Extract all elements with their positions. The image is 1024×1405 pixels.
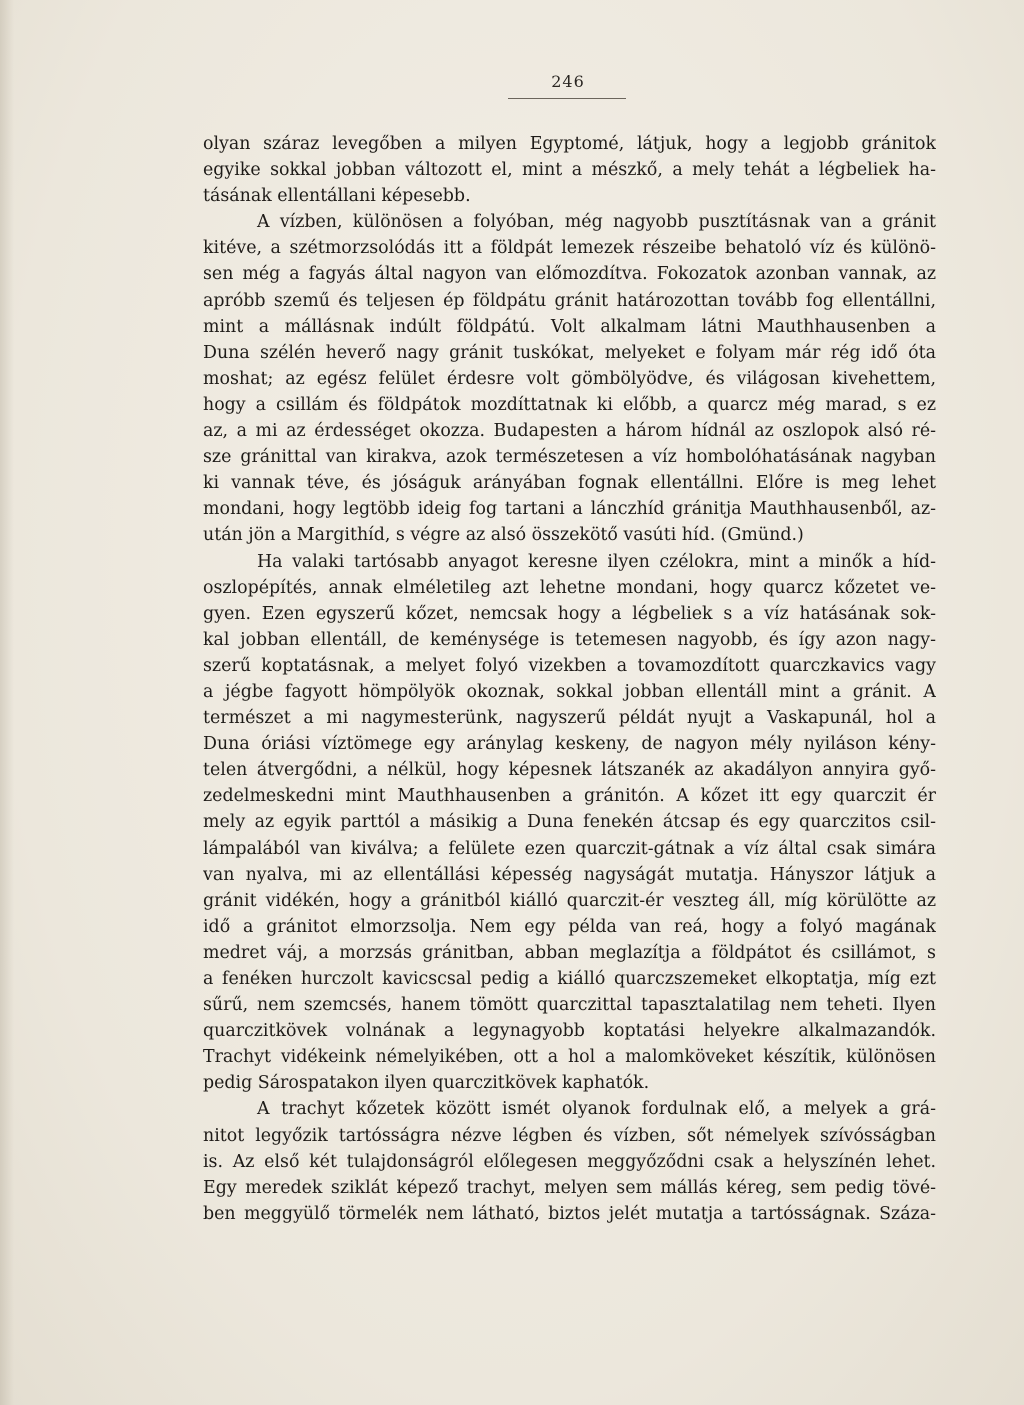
text-line: gránit vidékén, hogy a gránitból kiálló quarczit-ér veszteg áll, míg körülötte az [203, 890, 936, 911]
text-line: gyen. Ezen egyszerű kőzet, nemcsak hogy a légbeliek s a víz hatásának sok- [203, 603, 936, 624]
text-line: szerű koptatásnak, a melyet folyó vizekben a tovamozdított quarczkavics vagy [203, 655, 936, 676]
text-line: Ha valaki tartósabb anyagot keresne ilyen czélokra, mint a minők a híd- [257, 551, 936, 572]
text-line: Duna szélén heverő nagy gránit tuskókat, melyeket e folyam már rég idő óta [203, 342, 936, 363]
page-number-rule [508, 98, 626, 99]
text-line: után jön a Margithíd, s végre az alsó összekötő vasúti híd. (Gmünd.) [203, 525, 804, 546]
page-number: 246 [551, 72, 585, 91]
text-line: mint a mállásnak indúlt földpátú. Volt alkalmam látni Mauthhausenben a [203, 316, 936, 337]
text-line: pedig Sárospatakon ilyen quarczitkövek kaphatók. [203, 1073, 650, 1094]
text-line: egyike sokkal jobban változott el, mint a mészkő, a mely tehát a légbeliek ha- [203, 160, 936, 181]
text-line: medret váj, a morzsás gránitban, abban meglazítja a földpátot és csillámot, s [203, 942, 936, 963]
text-line: tásának ellentállani képesebb. [203, 186, 471, 207]
text-line: a jégbe fagyott hömpölyök okoznak, sokkal jobban ellentáll mint a gránit. A [203, 681, 936, 702]
text-line: mely az egyik parttól a másikig a Duna fenekén átcsap és egy quarczitos csil- [203, 812, 936, 833]
text-line: ki vannak téve, és jóságuk arányában fognak ellentállni. Előre is meg lehet [203, 473, 936, 494]
text-line: természet a mi nagymesterünk, nagyszerű példát nyujt a Vaskapunál, hol a [203, 708, 936, 729]
text-line: telen átvergődni, a nélkül, hogy képesnek látszanék az akadályon annyira győ- [203, 760, 936, 781]
text-line: van nyalva, mi az ellentállási képesség nagyságát mutatja. Hányszor látjuk a [203, 864, 936, 885]
text-line: sen még a fagyás által nagyon van előmozdítva. Fokozatok azonban vannak, az [203, 264, 936, 285]
page-edge-shadow [0, 0, 14, 1405]
text-line: kal jobban ellentáll, de keménysége is tetemesen nagyobb, és így azon nagy- [203, 629, 936, 650]
text-line: Trachyt vidékeink némelyikében, ott a hol a malomköveket készítik, különösen [203, 1047, 936, 1068]
text-line: A trachyt kőzetek között ismét olyanok fordulnak elő, a melyek a grá- [257, 1099, 936, 1120]
text-line: oszlopépítés, annak elméletileg azt lehetne mondani, hogy quarcz kőzetet ve- [203, 577, 936, 598]
text-line: az, a mi az érdességet okozza. Budapesten a három hídnál az oszlopok alsó ré- [203, 421, 936, 442]
text-line: nitot legyőzik tartósságra nézve légben és vízben, sőt némelyek szívósságban [203, 1125, 936, 1146]
text-line: Egy meredek sziklát képező trachyt, melyen sem mállás kéreg, sem pedig tövé- [203, 1177, 936, 1198]
text-line: olyan száraz levegőben a milyen Egyptomé, látjuk, hogy a legjobb gránitok [203, 134, 936, 154]
text-line: A vízben, különösen a folyóban, még nagyobb pusztításnak van a gránit [257, 212, 936, 233]
text-line: idő a gránitot elmorzsolja. Nem egy példa van reá, hogy a folyó magának [203, 916, 936, 937]
text-line: Duna óriási víztömege egy aránylag keskeny, de nagyon mély nyiláson kény- [203, 734, 936, 755]
text-line: ben meggyülő törmelék nem látható, biztos jelét mutatja a tartósságnak. Száza- [203, 1203, 936, 1224]
text-line: apróbb szemű és teljesen ép földpátu gránit határozottan tovább fog ellentállni, [203, 290, 936, 311]
text-line: sűrű, nem szemcsés, hanem tömött quarczittal tapasztalatilag nem teheti. Ilyen [203, 995, 936, 1016]
text-line: sze gránittal van kirakva, azok természetesen a víz hombolóhatásának nagyban [203, 447, 936, 468]
text-line: moshat; az egész felület érdesre volt gömbölyödve, és világosan kivehettem, [203, 368, 936, 389]
body-text [203, 131, 936, 1227]
text-line: zedelmeskedni mint Mauthhausenben a gránitón. A kőzet itt egy quarczit ér [203, 786, 936, 807]
text-line: is. Az első két tulajdonságról előlegesen meggyőződni csak a helyszínén lehet. [203, 1151, 936, 1172]
text-line: hogy a csillám és földpátok mozdíttatnak ki előbb, a quarcz még marad, s ez [203, 394, 936, 415]
text-line: quarczitkövek volnának a legynagyobb koptatási helyekre alkalmazandók. [203, 1021, 936, 1042]
text-line: kitéve, a szétmorzsolódás itt a földpát lemezek részeibe behatoló víz és különö- [203, 238, 936, 259]
text-line: a fenéken hurczolt kavicscsal pedig a kiálló quarczszemeket elkoptatja, míg ezt [203, 969, 936, 989]
text-line: mondani, hogy legtöbb ideig fog tartani a lánczhíd gránitja Mauthhausenből, az- [203, 499, 936, 520]
text-line: lámpalából van kiválva; a felülete ezen quarczit-gátnak a víz által csak simára [203, 838, 936, 859]
